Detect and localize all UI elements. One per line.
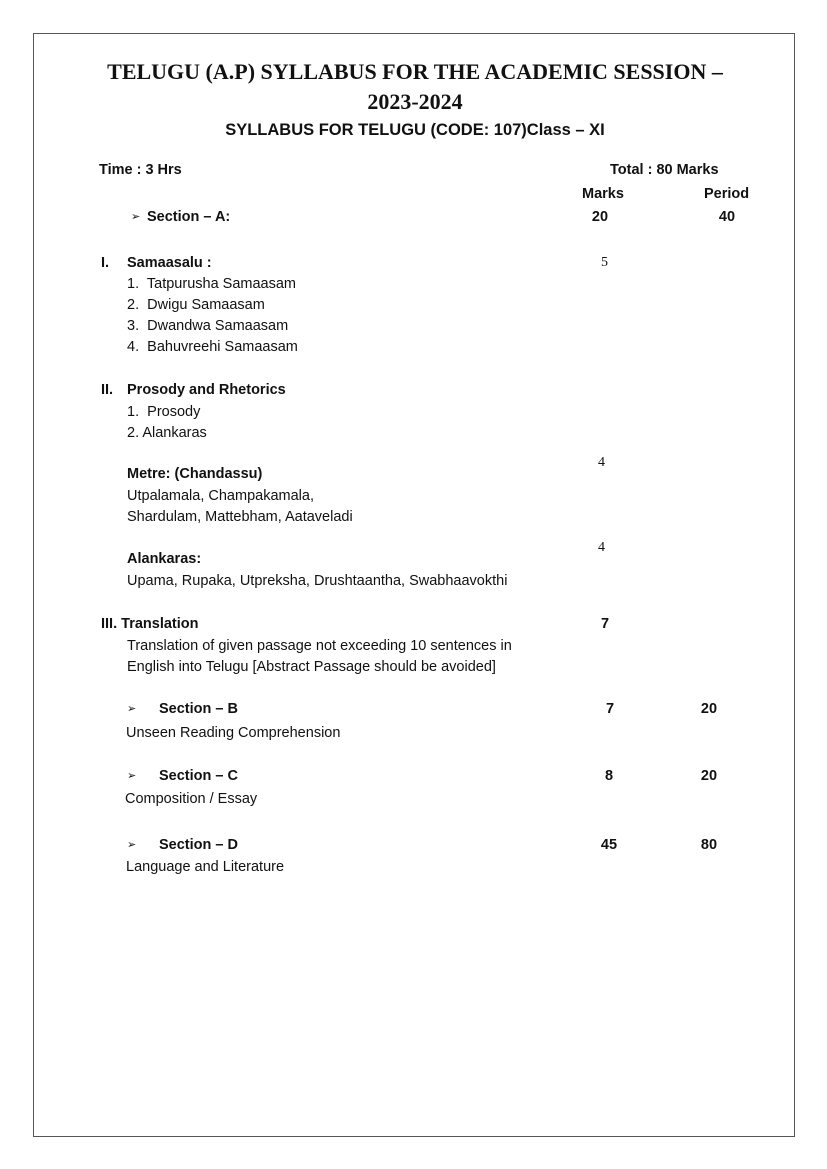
section-c-label: Section – C bbox=[159, 768, 238, 784]
list-item: 1. Tatpurusha Samaasam bbox=[127, 276, 296, 292]
total-marks: Total : 80 Marks bbox=[610, 162, 719, 178]
period-header: Period bbox=[704, 186, 750, 202]
samaasalu-numeral: I. bbox=[101, 255, 110, 271]
translation-marks: 7 bbox=[601, 616, 610, 632]
list-item: 1. Prosody bbox=[127, 404, 201, 420]
prosody-heading: Prosody and Rhetorics bbox=[127, 382, 286, 398]
list-item: 4. Bahuvreehi Samaasam bbox=[127, 339, 298, 355]
alankaras-line: Upama, Rupaka, Utpreksha, Drushtaantha, Swabhaavokthi bbox=[127, 573, 508, 589]
list-item: 2. Alankaras bbox=[127, 425, 207, 441]
samaasalu-marks: 5 bbox=[601, 255, 608, 270]
doc-subtitle: SYLLABUS FOR TELUGU (CODE: 107)Class – XI bbox=[225, 121, 605, 139]
marks-header: Marks bbox=[582, 186, 624, 202]
section-c-period: 20 bbox=[700, 768, 718, 784]
bullet-arrow-icon: ➢ bbox=[127, 770, 137, 782]
section-a-marks: 20 bbox=[591, 209, 609, 225]
section-b-marks: 7 bbox=[605, 701, 615, 717]
section-d-label: Section – D bbox=[159, 837, 238, 853]
translation-heading: III. Translation bbox=[101, 616, 199, 632]
metre-line: Shardulam, Mattebham, Aataveladi bbox=[127, 509, 353, 525]
section-d-period: 80 bbox=[700, 837, 718, 853]
time-label: Time : 3 Hrs bbox=[99, 162, 182, 178]
section-b-period: 20 bbox=[700, 701, 718, 717]
section-c-marks: 8 bbox=[604, 768, 614, 784]
bullet-arrow-icon: ➢ bbox=[131, 211, 141, 223]
samaasalu-heading: Samaasalu : bbox=[127, 255, 212, 271]
section-d-desc: Language and Literature bbox=[126, 859, 285, 875]
metre-line: Utpalamala, Champakamala, bbox=[127, 488, 314, 504]
bullet-arrow-icon: ➢ bbox=[127, 703, 137, 715]
section-b-desc: Unseen Reading Comprehension bbox=[126, 725, 341, 741]
bullet-arrow-icon: ➢ bbox=[127, 839, 137, 851]
translation-line: Translation of given passage not exceeding 10 sentences in bbox=[127, 638, 512, 654]
metre-heading: Metre: (Chandassu) bbox=[127, 466, 263, 482]
doc-title-line1: TELUGU (A.P) SYLLABUS FOR THE ACADEMIC SESSION – bbox=[107, 59, 723, 84]
alankaras-heading: Alankaras: bbox=[127, 551, 202, 567]
section-d-marks: 45 bbox=[600, 837, 618, 853]
section-c-desc: Composition / Essay bbox=[125, 791, 258, 807]
list-item: 2. Dwigu Samaasam bbox=[127, 297, 265, 313]
section-a-period: 40 bbox=[718, 209, 736, 225]
list-item: 3. Dwandwa Samaasam bbox=[127, 318, 289, 334]
prosody-numeral: II. bbox=[101, 382, 114, 398]
doc-title-line2: 2023-2024 bbox=[367, 89, 463, 114]
translation-line: English into Telugu [Abstract Passage should be avoided] bbox=[127, 659, 496, 675]
section-a-label: Section – A: bbox=[147, 209, 231, 225]
metre-marks: 4 bbox=[598, 455, 605, 470]
section-b-label: Section – B bbox=[159, 701, 238, 717]
alankaras-marks: 4 bbox=[598, 540, 605, 555]
